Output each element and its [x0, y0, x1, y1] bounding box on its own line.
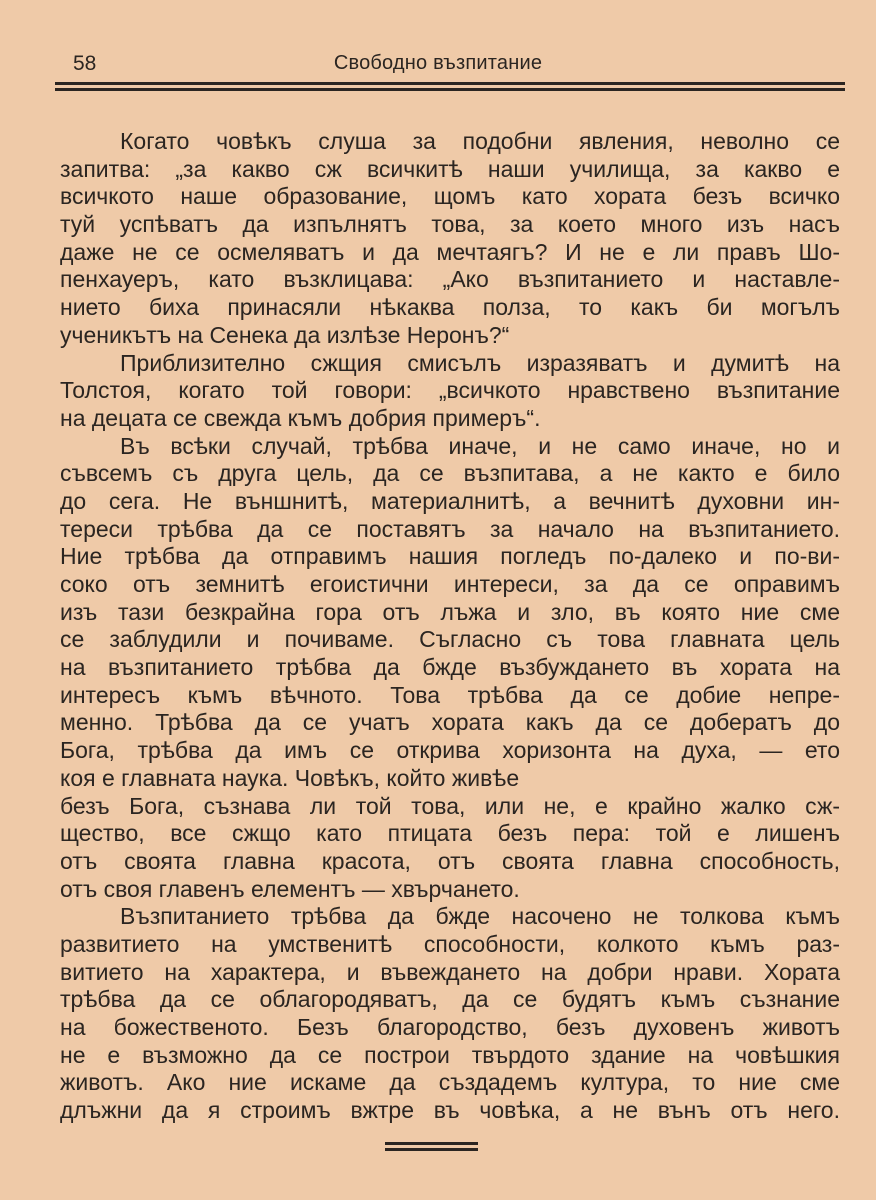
text-line: отъ своята главна красота, отъ своята главна способность, — [60, 847, 840, 874]
body-text — [60, 128, 840, 1125]
text-line: Толстоя, когато той говори: „всичкото нравствено възпитание — [60, 377, 840, 404]
text-line: всичкото наше образование, щомъ като хората безъ всичко — [60, 183, 840, 210]
text-line: съвсемъ съ друга цель, да се възпитава, а не както е било — [60, 460, 840, 487]
text-line: коя е главната наука. Човѣкъ, който живѣе — [60, 764, 520, 791]
text-line: тереси трѣбва да се поставятъ за начало на възпитанието. — [60, 515, 840, 542]
text-line: Приблизително сжщия смисълъ изразяватъ и думитѣ на — [120, 349, 840, 376]
text-line: пенхауеръ, като възклицава: „Ако възпитанието и наставле- — [60, 266, 840, 293]
text-line: Възпитанието трѣбва да бжде насочено не толкова къмъ — [120, 903, 840, 930]
end-rule-top — [385, 1142, 478, 1145]
text-line: интересъ къмъ вѣчното. Това трѣбва да се добие непре- — [60, 681, 840, 708]
text-line: Въ всѣки случай, трѣбва иначе, и не само иначе, но и — [120, 432, 840, 459]
header-rule-bottom — [55, 88, 845, 91]
text-line: развитието на умственитѣ способности, колкото къмъ раз- — [60, 930, 840, 957]
text-line: соко отъ земнитѣ егоистични интереси, за да се оправимъ — [60, 571, 840, 597]
text-line: Когато човѣкъ слуша за подобни явления, неволно се — [120, 128, 840, 154]
text-line: витието на характера, и въвеждането на добри нрави. Хората — [60, 958, 840, 985]
text-line: се заблудили и почиваме. Съгласно съ това главната цель — [60, 626, 840, 653]
text-line: на божественото. Безъ благородство, безъ духовенъ животъ — [60, 1014, 840, 1040]
text-line: изъ тази безкрайна гора отъ лъжа и зло, въ която ние сме — [60, 598, 840, 625]
page-number: 58 — [73, 52, 97, 75]
paragraph-1 — [60, 128, 840, 350]
paragraph-3 — [60, 433, 840, 904]
text-line: животъ. Ако ние искаме да създадемъ култура, то ние сме — [60, 1069, 840, 1096]
text-line: Бога, трѣбва да имъ се открива хоризонта на духа, — ето — [60, 737, 840, 764]
text-line: нието биха принасяли нѣкаква полза, то какъ би могълъ — [60, 294, 840, 321]
paragraph-4 — [60, 903, 840, 1125]
text-line: трѣбва да се облагородяватъ, да се будятъ къмъ съзнание — [60, 986, 840, 1013]
end-rule-bottom — [385, 1148, 478, 1151]
text-line: ученикътъ на Сенека да излѣзе Неронъ?“ — [60, 321, 510, 348]
text-line: щество, все сжщо като птицата безъ пера: той е лишенъ — [60, 820, 840, 847]
text-line: Ние трѣбва да отправимъ нашия погледъ по-далеко и по-ви- — [60, 543, 840, 570]
header-rule-top — [55, 82, 845, 85]
running-title: Свободно възпитание — [333, 52, 543, 74]
paragraph-2 — [60, 350, 840, 433]
text-line: на възпитанието трѣбва да бжде възбуждането въ хората на — [60, 654, 840, 681]
text-line: не е възможно да се построи твърдото здание на човѣшкия — [60, 1041, 840, 1068]
text-line: на децата се свежда къмъ добрия примеръ“. — [60, 404, 541, 431]
text-line: до сега. Не външнитѣ, материалнитѣ, а вечнитѣ духовни ин- — [60, 487, 840, 514]
text-line: безъ Бога, съзнава ли той това, или не, е крайно жалко сж- — [60, 792, 840, 819]
text-line: запитва: „за какво сж всичкитѣ наши училища, за какво е — [60, 155, 840, 182]
text-line: отъ своя главенъ елементъ — хвърчането. — [60, 875, 520, 902]
text-line: менно. Трѣбва да се учатъ хората какъ да се добератъ до — [60, 709, 840, 736]
text-line: туй успѣватъ да изпълнятъ това, за което много изъ насъ — [60, 211, 840, 238]
text-line: длъжни да я строимъ вжтре въ човѣка, а не вънъ отъ него. — [60, 1097, 840, 1124]
text-line: даже не се осмеляватъ и да мечтаягъ? И не е ли правъ Шо- — [60, 238, 840, 265]
